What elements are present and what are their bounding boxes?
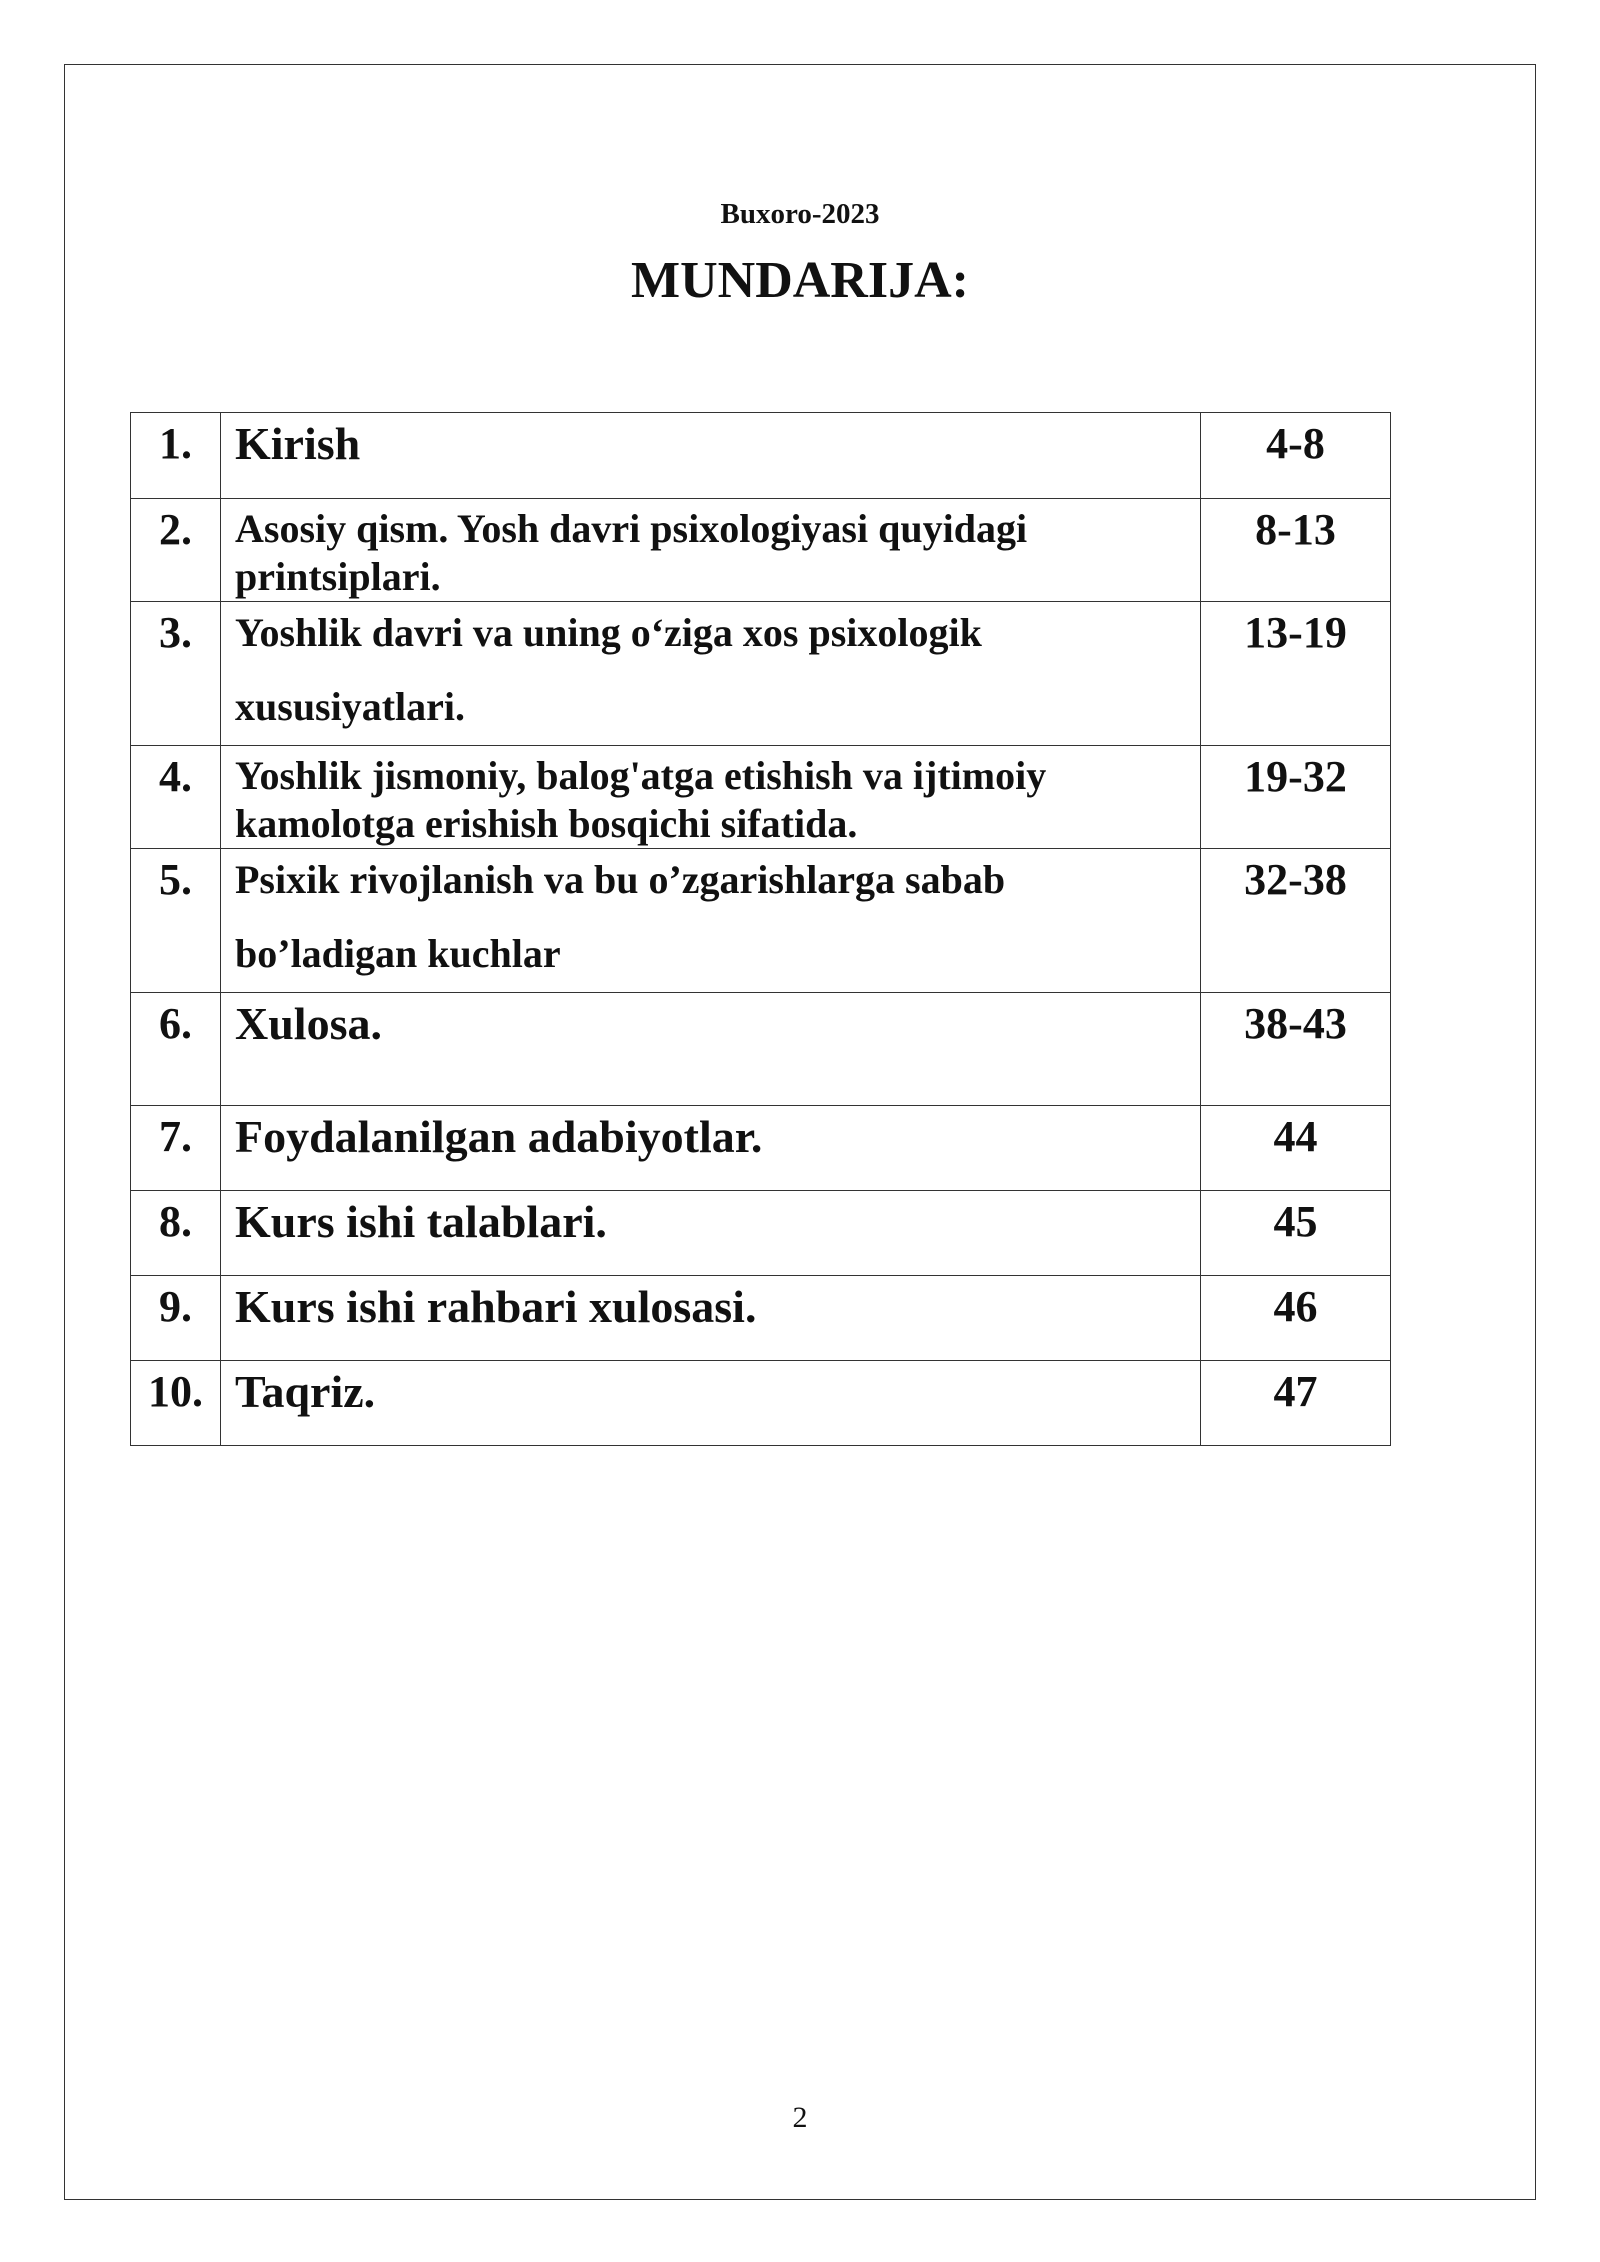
toc-row (131, 602, 1391, 746)
toc-row-cell (221, 1276, 1201, 1361)
toc-row (131, 413, 1391, 499)
toc-row-cell (221, 993, 1201, 1106)
toc-row-title: Foydalanilgan adabiyotlar. (235, 1111, 763, 1162)
toc-row-title: Kirish (235, 418, 361, 469)
toc-row-title: Asosiy qism. Yosh davri psixologiyasi quyidagi printsiplari. (235, 506, 1028, 599)
toc-row-number: 6. (131, 993, 221, 1106)
table-of-contents (130, 412, 1391, 1446)
toc-row-cell (221, 499, 1201, 602)
toc-row-title: Kurs ishi talablari. (235, 1196, 607, 1247)
toc-row-number: 5. (131, 849, 221, 993)
toc-row (131, 993, 1391, 1106)
toc-row-title: Yoshlik jismoniy, balog'atga etishish va ijtimoiy kamolotga erishish bosqichi sifatida. (235, 753, 1047, 846)
toc-row-pages: 44 (1201, 1106, 1391, 1191)
toc-row-number: 7. (131, 1106, 221, 1191)
toc-row (131, 499, 1391, 602)
toc-row-cell (221, 1361, 1201, 1446)
toc-row-number: 10. (131, 1361, 221, 1446)
toc-row-pages: 8-13 (1201, 499, 1391, 602)
toc-row-number: 9. (131, 1276, 221, 1361)
toc-row-title: Xulosa. (235, 998, 382, 1049)
toc-row-number: 1. (131, 413, 221, 499)
toc-row-title: Taqriz. (235, 1366, 376, 1417)
toc-row-pages: 13-19 (1201, 602, 1391, 746)
toc-row-cell (221, 746, 1201, 849)
toc-row-pages: 4-8 (1201, 413, 1391, 499)
toc-row-cell (221, 602, 1201, 746)
toc-row-title: Kurs ishi rahbari xulosasi. (235, 1281, 757, 1332)
toc-row-number: 3. (131, 602, 221, 746)
toc-row-pages: 45 (1201, 1191, 1391, 1276)
toc-row (131, 1106, 1391, 1191)
toc-row-cell (221, 413, 1201, 499)
toc-row-title: Yoshlik davri va uning o‘ziga xos psixologik xususiyatlari. (235, 610, 982, 729)
toc-row-cell (221, 1106, 1201, 1191)
toc-row-title: Psixik rivojlanish va bu o’zgarishlarga sabab bo’ladigan kuchlar (235, 857, 1006, 976)
toc-row (131, 849, 1391, 993)
toc-row (131, 1361, 1391, 1446)
toc-row (131, 1191, 1391, 1276)
toc-row-pages: 47 (1201, 1361, 1391, 1446)
toc-row (131, 1276, 1391, 1361)
toc-title: MUNDARIJA: (631, 252, 969, 309)
toc-row-number: 8. (131, 1191, 221, 1276)
toc-row-number: 4. (131, 746, 221, 849)
toc-row (131, 746, 1391, 849)
toc-row-number: 2. (131, 499, 221, 602)
toc-row-pages: 46 (1201, 1276, 1391, 1361)
toc-row-cell (221, 849, 1201, 993)
toc-row-pages: 19-32 (1201, 746, 1391, 849)
city-year: Buxoro-2023 (720, 198, 880, 230)
toc-row-pages: 32-38 (1201, 849, 1391, 993)
page-number: 2 (792, 2101, 808, 2134)
toc-row-cell (221, 1191, 1201, 1276)
toc-row-pages: 38-43 (1201, 993, 1391, 1106)
